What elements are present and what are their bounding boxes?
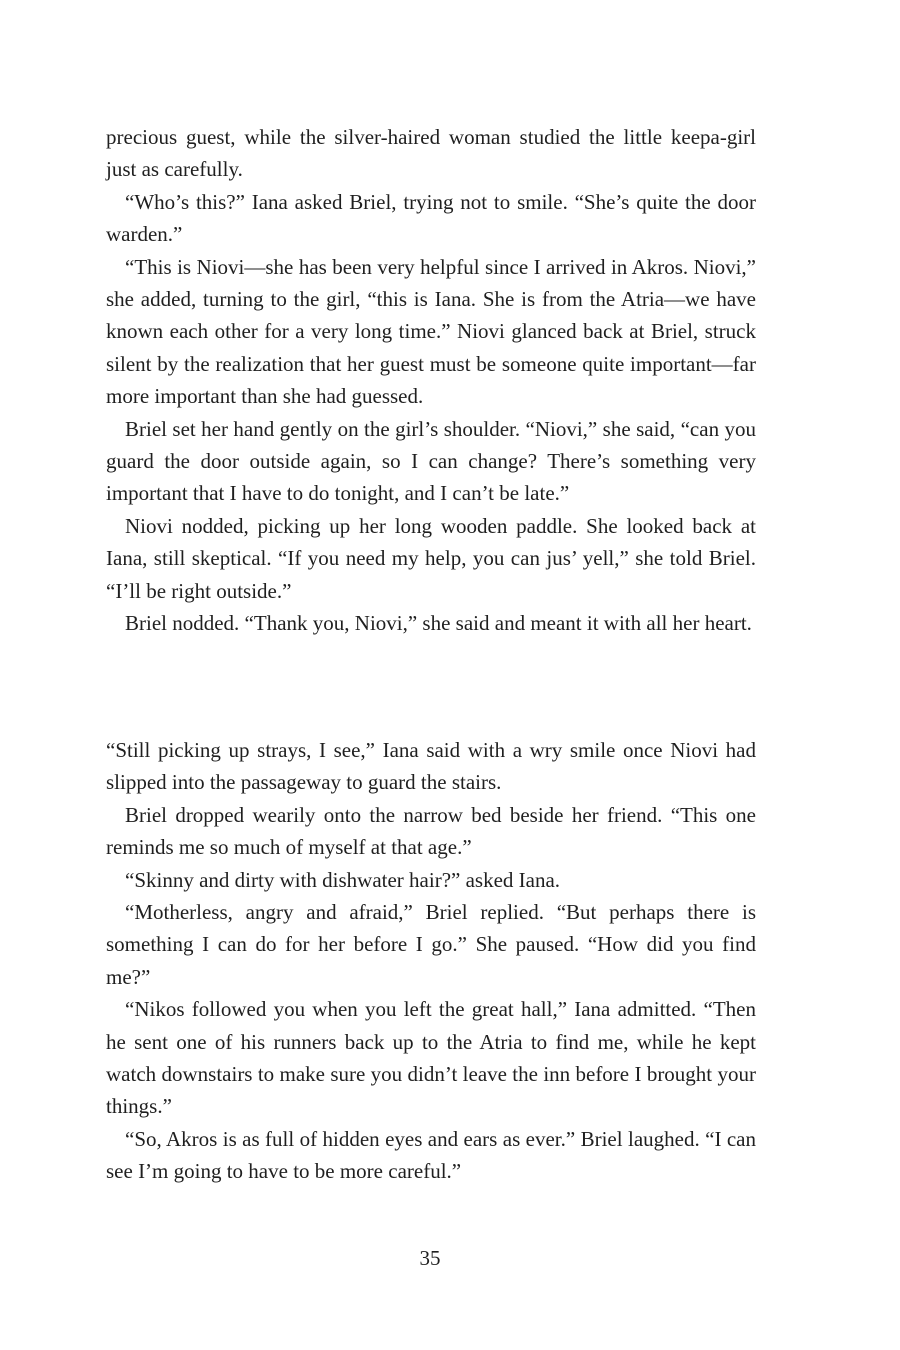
paragraph: “Nikos followed you when you left the great hall,” Iana admitted. “Then he sent one of his runners back up to the Atria to find me, while he kept watch downstairs to make sure you didn’t leave the inn before I brought your things.” — [106, 997, 756, 1119]
section-1-text — [106, 121, 756, 640]
paragraph: precious guest, while the silver-haired woman studied the little keepa-girl just as carefully. — [106, 125, 756, 182]
section-2-text — [106, 734, 756, 1188]
paragraph: “Who’s this?” Iana asked Briel, trying not to smile. “She’s quite the door warden.” — [106, 189, 756, 247]
paragraph: “So, Akros is as full of hidden eyes and ears as ever.” Briel laughed. “I can see I’m going to have to be more careful.” — [106, 1126, 756, 1184]
paragraph: “This is Niovi—she has been very helpful since I arrived in Akros. Niovi,” she added, turning to the girl, “this is Iana. She is from the Atria—we have known each other for a very long time.” Niovi glanced back at Briel, struck silent by the realization that her guest must be someone quite important—far more important than she had guessed. — [106, 254, 756, 409]
page-number: 35 — [419, 1246, 441, 1270]
paragraph: Briel dropped wearily onto the narrow bed beside her friend. “This one reminds me so much of myself at that age.” — [106, 802, 756, 860]
paragraph: Briel set her hand gently on the girl’s shoulder. “Niovi,” she said, “can you guard the door outside again, so I can change? There’s something very important that I have to do tonight, and I can’t be late.” — [106, 416, 756, 506]
paragraph: “Motherless, angry and afraid,” Briel replied. “But perhaps there is something I can do for her before I go.” She paused. “How did you find me?” — [106, 900, 756, 989]
paragraph: Niovi nodded, picking up her long wooden paddle. She looked back at Iana, still skeptical. “If you need my help, you can jus’ yell,” she told Briel. “I’ll be right outside.” — [106, 513, 756, 603]
paragraph: Briel nodded. “Thank you, Niovi,” she said and meant it with all her heart. — [125, 611, 752, 636]
paragraph: “Skinny and dirty with dishwater hair?” asked Iana. — [125, 867, 561, 892]
paragraph: “Still picking up strays, I see,” Iana said with a wry smile once Niovi had slipped into the passageway to guard the stairs. — [106, 738, 756, 795]
